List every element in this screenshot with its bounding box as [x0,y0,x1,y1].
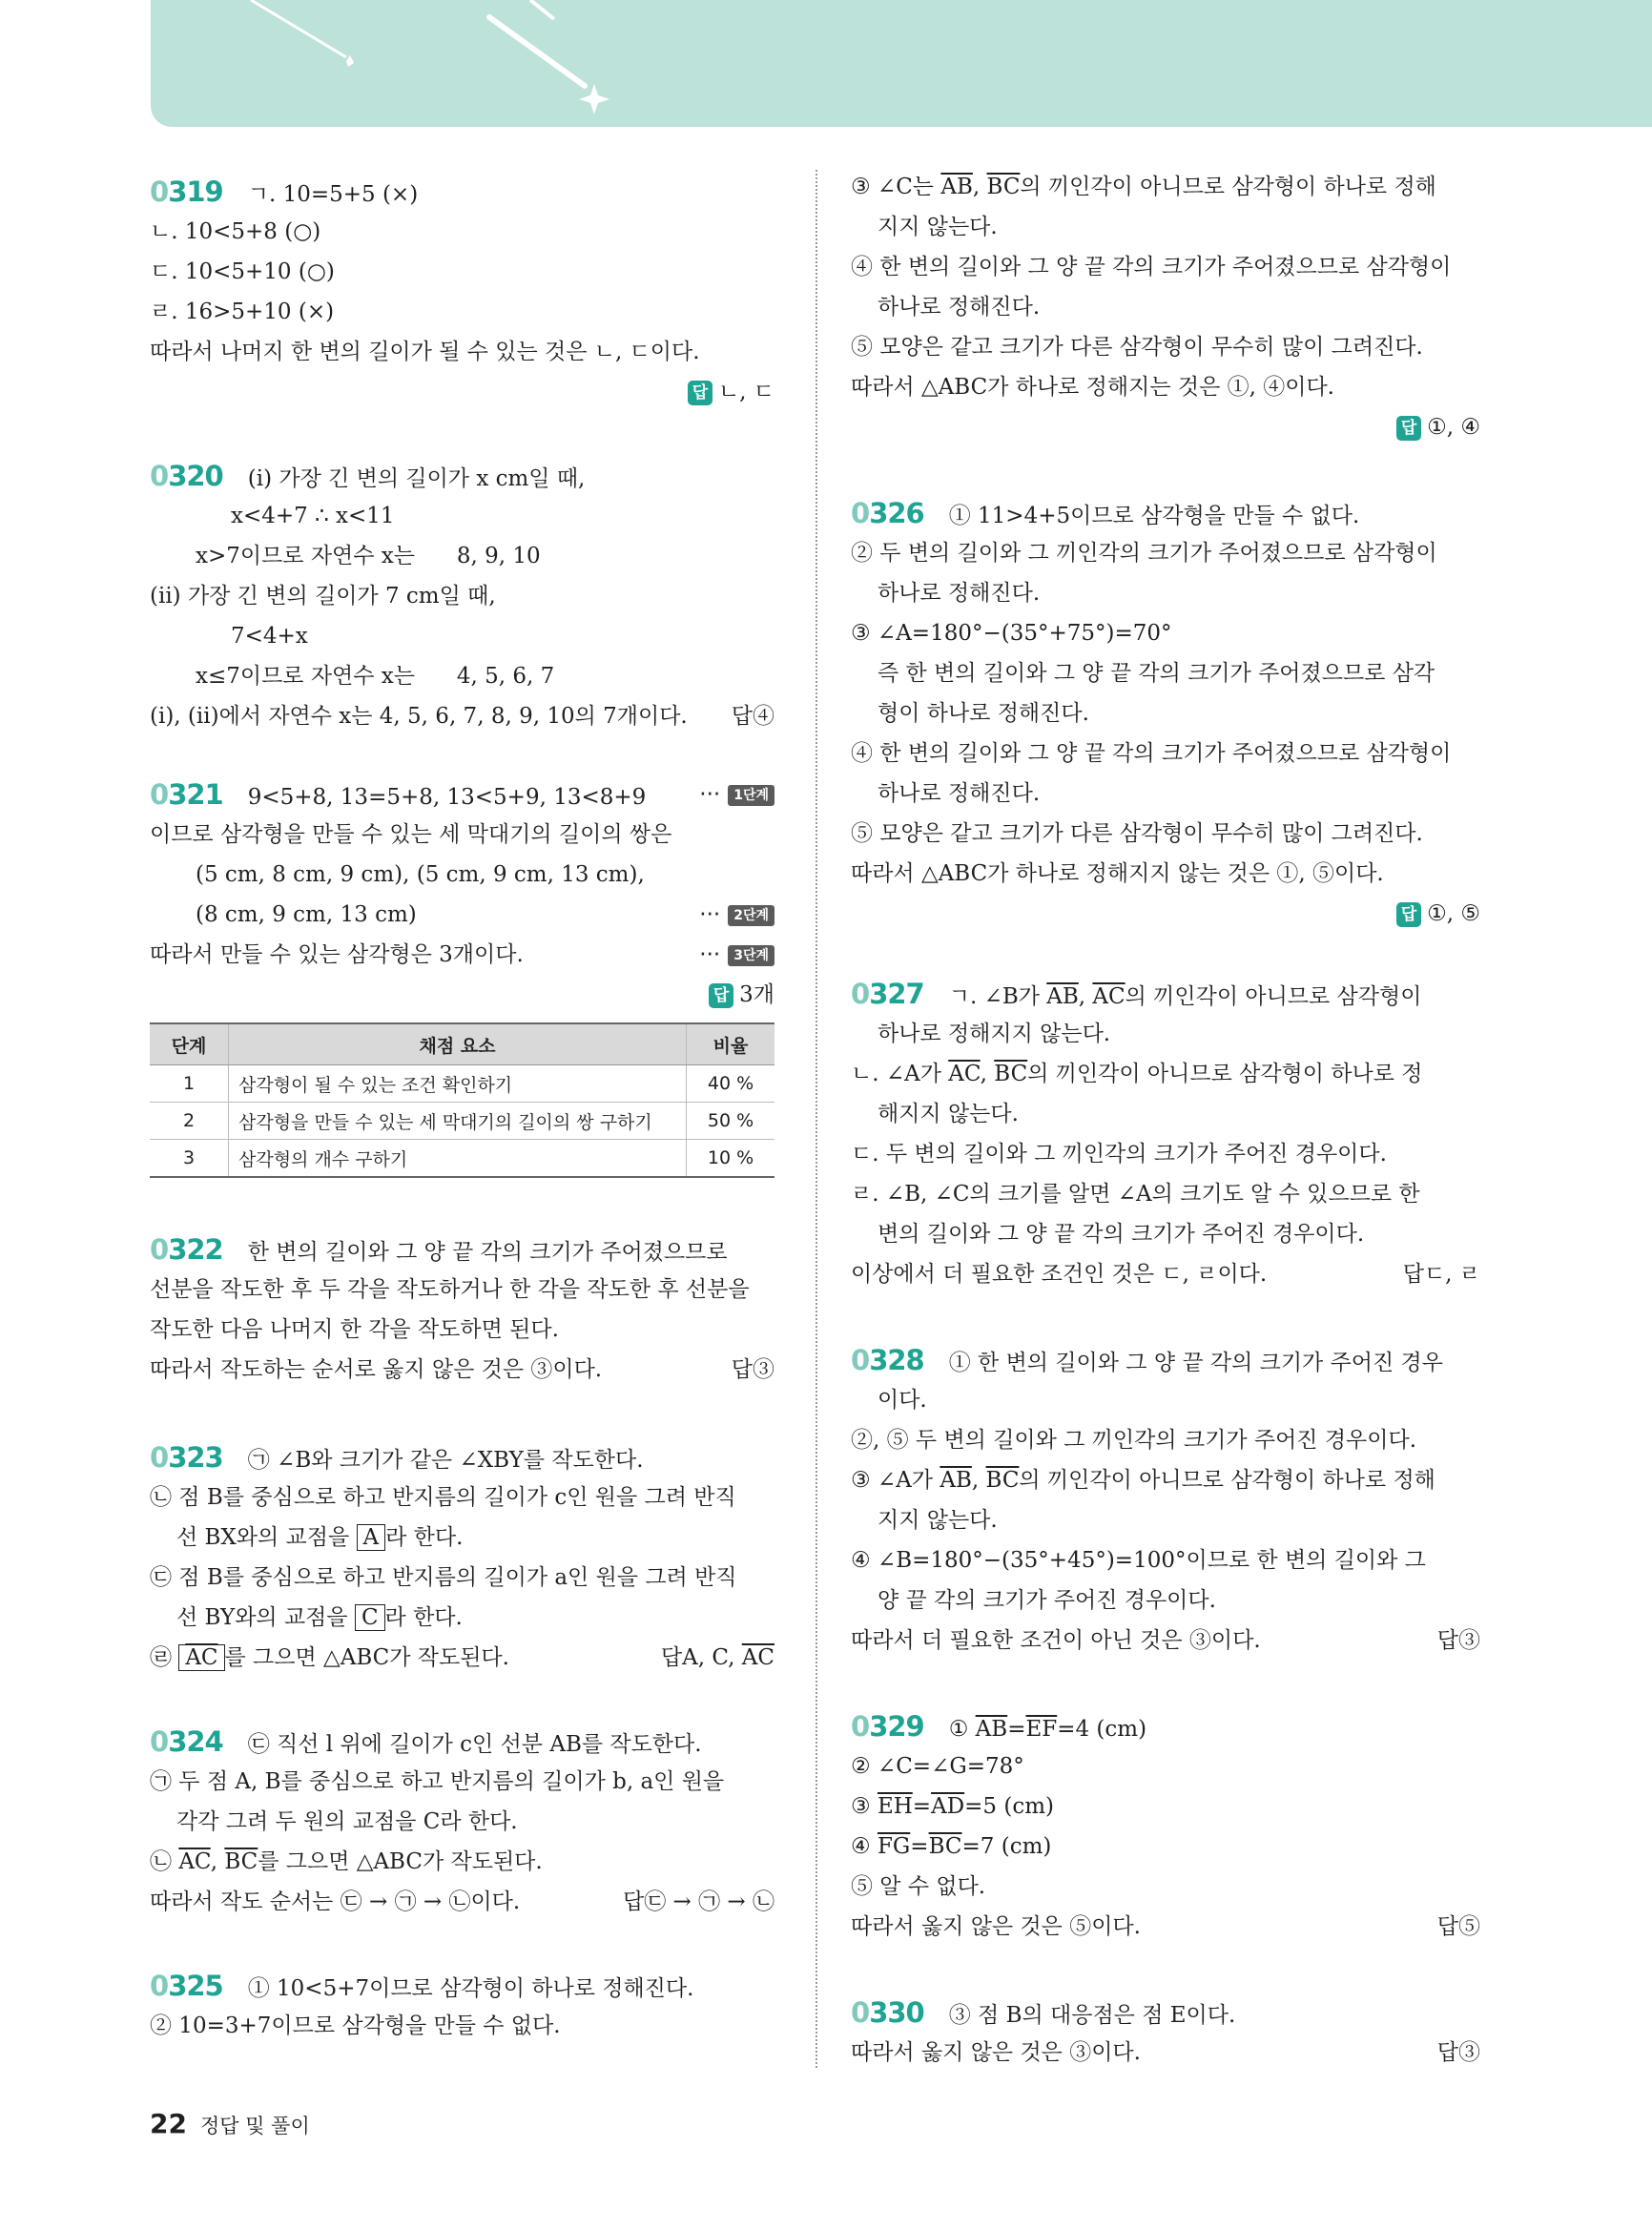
text-line: 즉 한 변의 길이와 그 양 끝 각의 크기가 주어졌으므로 삼각 [878,661,1435,686]
answer: 답③ [1436,2040,1480,2065]
text-line: ㉡ 점 B를 중심으로 하고 반지름의 길이가 c인 원을 그려 반직 [150,1485,736,1510]
text-line: ②, ⑤ 두 변의 길이와 그 끼인각의 크기가 주어진 경우이다. [851,1428,1416,1453]
text-line: 지지 않는다. [878,1508,998,1533]
text-line: 지지 않는다. [878,215,998,239]
text-line: ③ ∠A=180°−(35°+75°)=70° [851,621,1172,646]
problem-number: 0328 [851,1344,924,1376]
text-line: 하나로 정해지지 않는다. [878,1022,1111,1046]
text-line: ㉡ $\overline{AC}$, $\overline{BC}$를 그으면 △ABC가 작도된다. [150,1849,543,1874]
problem-number: 0320 [150,460,223,492]
problem-0322: 0322 한 변의 길이와 그 양 끝 각의 크기가 주어졌으므로 선분을 작도한 후 두 각을 작도하거나 한 각을 작도한 후 선분을 작도한 다음 나머지 한 각을 작도하면 된다. 따라서 작도하는 순서로 옳지 않은 것은 ③이다. 답③ [150,1229,774,1390]
answer: 답㉢ → ㉠ → ㉡ [622,1889,774,1914]
text-line: 하나로 정해진다. [878,581,1041,606]
problem-0319: 0319 ㄱ. 10=5+5 (×) ㄴ. 10<5+8 (○) ㄷ. 10<5+10 (○) ㄹ. 16>5+10 (×) 따라서 나머지 한 변의 길이가 될 수 있는 것은 ㄴ, ㄷ이다. 답 ㄴ, ㄷ [150,172,774,412]
text-line: 따라서 작도 순서는 ㉢ → ㉠ → ㉡이다. 답㉢ → ㉠ → ㉡ [150,1882,774,1922]
text-line: x<4+7 ∴ x<11 [231,504,395,528]
problem-number: 0321 [150,778,223,811]
table-row: 1 삼각형이 될 수 있는 조건 확인하기 40 % [150,1065,774,1103]
text-line: ⑤ 알 수 없다. [851,1874,986,1899]
table-header-row: 단계 채점 요소 비율 [150,1023,774,1065]
left-column [150,167,774,2046]
text-line: 이다. [878,1388,927,1413]
text-line: ㉢ 점 B를 중심으로 하고 반지름의 길이가 a인 원을 그려 반직 [150,1565,737,1590]
text-line: 따라서 △ABC가 하나로 정해지지 않는 것은 ①, ⑤이다. [851,861,1384,886]
page-footer [150,2108,310,2139]
problem-0327: 0327 ㄱ. ∠B가 $\overline{AB}$, $\overline{AC}$의 끼인각이 아니므로 삼각형이 하나로 정해지지 않는다. ㄴ. ∠A가 $\overline{AC}$, $\overline{BC}$의 끼인각이 아니므로 삼각형이 하나로 정 해지지 않는다. ㄷ. 두 변의 길이와 그 끼인각의 크기가 주어진 경우이다. ㄹ. ∠B, ∠C의 크기를 알면 ∠A의 크기도 알 수 있으므로 한 변의 길이와 그 양 끝 각의 크기가 주어진 경우이다. 이상에서 더 필요한 조건인 것은 ㄷ, ㄹ이다. 답ㄷ, ㄹ [851,974,1480,1294]
text-line: 이므로 삼각형을 만들 수 있는 세 막대기의 길이의 쌍은 [150,822,672,847]
text-line: 7<4+x [231,624,308,649]
text-line: 따라서 작도하는 순서로 옳지 않은 것은 ③이다. 답③ [150,1350,774,1390]
problem-0325-continued [851,167,1480,447]
text-line: ③ ∠C는 $\overline{AB}$, $\overline{BC}$의 끼인각이 아니므로 삼각형이 하나로 정해 [851,175,1436,199]
answer: 답⑤ [1436,1914,1480,1939]
problem-0328: 0328 ① 한 변의 길이와 그 양 끝 각의 크기가 주어진 경우 이다. ②, ⑤ 두 변의 길이와 그 끼인각의 크기가 주어진 경우이다. ③ ∠A가 $\overline{AB}$, $\overline{BC}$의 끼인각이 아니므로 삼각형이 하나로 정해 지지 않는다. ④ ∠B=180°−(35°+45°)=100°이므로 한 변의 길이와 그 양 끝 각의 크기가 주어진 경우이다. 따라서 더 필요한 조건이 아닌 것은 ③이다. 답③ [851,1340,1480,1661]
text-line: 따라서 나머지 한 변의 길이가 될 수 있는 것은 ㄴ, ㄷ이다. [150,340,700,364]
page-number: 22 [150,2108,187,2139]
problem-0330: 0330 ③ 점 B의 대응점은 점 E이다. 따라서 옳지 않은 것은 ③이다. 답③ [851,1993,1480,2073]
text-line: ㄴ. 10<5+8 (○) [150,219,321,244]
step-3-label: 3단계 [728,945,774,966]
text-line: (ⅰ), (ⅱ)에서 자연수 x는 4, 5, 6, 7, 8, 9, 10의 7개이다. 답④ [150,696,774,736]
text-line: 따라서 옳지 않은 것은 ⑤이다. 답⑤ [851,1907,1480,1947]
text-line: 따라서 △ABC가 하나로 정해지는 것은 ①, ④이다. [851,375,1334,400]
text-line: 선 BY와의 교점을 C 라 한다. [176,1605,463,1630]
step-2-label: 2단계 [728,905,774,926]
problem-0325: 0325 ① 10<5+7이므로 삼각형이 하나로 정해진다. ② 10=3+7이므로 삼각형을 만들 수 없다. [150,1966,774,2046]
text-line: ③ ∠A가 $\overline{AB}$, $\overline{BC}$의 끼인각이 아니므로 삼각형이 하나로 정해 [851,1468,1435,1493]
text-line: ㉠ 두 점 A, B를 중심으로 하고 반지름의 길이가 b, a인 원을 [150,1769,725,1794]
text-line: ④ $\overline{FG}=\overline{BC}=7$ (cm) [851,1834,1052,1859]
answer-box: C [355,1604,385,1631]
text-line: 해지지 않는다. [878,1102,1019,1126]
text-line: ㄷ. 10<5+10 (○) [150,259,335,284]
answer: 답 ①, ④ [851,407,1480,447]
text-line: ㉣ $\overline{AC}$ 를 그으면 △ABC가 작도된다. 답A, C, $\overline{AC}$ [150,1638,774,1678]
text-line: ② 10=3+7이므로 삼각형을 만들 수 없다. [150,2013,561,2038]
answer: 답ㄷ, ㄹ [1402,1262,1480,1287]
problem-0323: 0323 ㉠ ∠B와 크기가 같은 ∠XBY를 작도한다. ㉡ 점 B를 중심으로 하고 반지름의 길이가 c인 원을 그려 반직 선 BX와의 교점을 A 라 한다. ㉢ 점 B를 중심으로 하고 반지름의 길이가 a인 원을 그려 반직 선 BY와의 교점을 C 라 한다. ㉣ $\overline{AC}$ 를 그으면 △ABC가 작도된다. 답A, C, $\overline{AC}$ [150,1437,774,1678]
problem-0320: 0320 (ⅰ) 가장 긴 변의 길이가 x cm일 때, x<4+7 ∴ x<11 x>7이므로 자연수 x는 8, 9, 10 (ⅱ) 가장 긴 변의 길이가 7 cm일 때, 7<4+x x≤7이므로 자연수 x는 4, 5, 6, 7 (ⅰ), (ⅱ)에서 자연수 x는 4, 5, 6, 7, 8, 9, 10의 7개이다. 답④ [150,456,774,736]
table-row: 2 삼각형을 만들 수 있는 세 막대기의 길이의 쌍 구하기 50 % [150,1103,774,1140]
text-line: 각각 그려 두 원의 교점을 C라 한다. [176,1809,518,1834]
text-line: ㄹ. 16>5+10 (×) [150,299,335,324]
answer: 답③ [731,1357,774,1382]
problem-number: 0330 [851,1996,924,2029]
answer: 답 ㄴ, ㄷ [150,372,774,412]
text-line: ④ 한 변의 길이와 그 양 끝 각의 크기가 주어졌으므로 삼각형이 [851,741,1452,766]
text-line: ④ ∠B=180°−(35°+45°)=100°이므로 한 변의 길이와 그 [851,1548,1426,1573]
scoring-table [150,1022,774,1178]
problem-0326: 0326 ① 11>4+5이므로 삼각형을 만들 수 없다. ② 두 변의 길이와 그 끼인각의 크기가 주어졌으므로 삼각형이 하나로 정해진다. ③ ∠A=180°−(35°+75°)=70° 즉 한 변의 길이와 그 양 끝 각의 크기가 주어졌으므로 삼각 형이 하나로 정해진다. ④ 한 변의 길이와 그 양 끝 각의 크기가 주어졌으므로 삼각형이 하나로 정해진다. ⑤ 모양은 같고 크기가 다른 삼각형이 무수히 많이 그려진다. 따라서 △ABC가 하나로 정해지지 않는 것은 ①, ⑤이다. 답 ①, ⑤ [851,493,1480,934]
step-1-label: 1단계 [728,785,774,806]
answer: 답 3개 [150,975,774,1015]
text-line: 작도한 다음 나머지 한 각을 작도하면 된다. [150,1317,559,1342]
column-divider [816,170,817,2068]
text-line: (8 cm, 9 cm, 13 cm) ··· 2단계 [150,895,774,935]
text-line: (ⅱ) 가장 긴 변의 길이가 7 cm일 때, [150,584,496,609]
text-line: 따라서 더 필요한 조건이 아닌 것은 ③이다. 답③ [851,1621,1480,1661]
text-line: 이상에서 더 필요한 조건인 것은 ㄷ, ㄹ이다. 답ㄷ, ㄹ [851,1254,1480,1294]
problem-0329: 0329 ① $\overline{AB}=\overline{EF}=4$ (cm) ② ∠C=∠G=78° ③ $\overline{EH}=\overline{AD}=5$ (cm) ④ $\overline{FG}=\overline{BC}=7$ (cm) ⑤ 알 수 없다. 따라서 옳지 않은 것은 ⑤이다. 답⑤ [851,1706,1480,1947]
text-line: ⑤ 모양은 같고 크기가 다른 삼각형이 무수히 많이 그려진다. [851,335,1423,360]
text-line: ⑤ 모양은 같고 크기가 다른 삼각형이 무수히 많이 그려진다. [851,821,1423,846]
text-line: ③ $\overline{EH}=\overline{AD}=5$ (cm) [851,1794,1054,1819]
answer-box: $\overline{AC}$ [178,1644,224,1671]
text-line: 변의 길이와 그 양 끝 각의 크기가 주어진 경우이다. [878,1222,1365,1247]
text-line: ㄷ. 두 변의 길이와 그 끼인각의 크기가 주어진 경우이다. [851,1142,1387,1167]
text-line: (5 cm, 8 cm, 9 cm), (5 cm, 9 cm, 13 cm), [196,862,645,887]
text-line: ④ 한 변의 길이와 그 양 끝 각의 크기가 주어졌으므로 삼각형이 [851,255,1452,279]
text-line: ② ∠C=∠G=78° [851,1754,1024,1779]
text-line: ㄹ. ∠B, ∠C의 크기를 알면 ∠A의 크기도 알 수 있으므로 한 [851,1182,1420,1207]
problem-number: 0325 [150,1970,223,2002]
text-line: ② 두 변의 길이와 그 끼인각의 크기가 주어졌으므로 삼각형이 [851,541,1437,566]
problem-number: 0324 [150,1725,223,1758]
text-line: ㄴ. ∠A가 $\overline{AC}$, $\overline{BC}$의 끼인각이 아니므로 삼각형이 하나로 정 [851,1062,1423,1086]
text-line: 하나로 정해진다. [878,781,1041,806]
table-row: 3 삼각형의 개수 구하기 10 % [150,1140,774,1178]
problem-number: 0319 [150,176,223,208]
answer-badge: 답 [688,381,712,405]
problem-number: 0326 [851,497,924,529]
right-column [851,167,1480,2073]
section-title: 정답 및 풀이 [199,2115,310,2137]
text-line: 형이 하나로 정해진다. [878,701,1089,726]
problem-number: 0322 [150,1233,223,1266]
answer: 답③ [1436,1628,1480,1653]
text-line: 선분을 작도한 후 두 각을 작도하거나 한 각을 작도한 후 선분을 [150,1277,750,1302]
header-banner [151,0,1652,127]
sparkle-decoration-icon [151,0,1652,127]
answer: 답A, C, $\overline{AC}$ [660,1645,774,1670]
problem-number: 0323 [150,1441,223,1474]
answer: 답 ①, ⑤ [851,894,1480,934]
problem-number: 0329 [851,1710,924,1743]
text-line: x≤7이므로 자연수 x는 4, 5, 6, 7 [196,664,555,689]
problem-0324: 0324 ㉢ 직선 l 위에 길이가 c인 선분 AB를 작도한다. ㉠ 두 점 A, B를 중심으로 하고 반지름의 길이가 b, a인 원을 각각 그려 두 원의 교점을 C라 한다. ㉡ $\overline{AC}$, $\overline{BC}$를 그으면 △ABC가 작도된다. 따라서 작도 순서는 ㉢ → ㉠ → ㉡이다. 답㉢ → ㉠ → ㉡ [150,1722,774,1922]
problem-0321: 0321 9<5+8, 13=5+8, 13<5+9, 13<8+9 ··· 1단계 이므로 삼각형을 만들 수 있는 세 막대기의 길이의 쌍은 (5 cm, 8 cm, 9 cm), (5 cm, 9 cm, 13 cm), (8 cm, 9 cm, 13 cm) ··· 2단계 따라서 만들 수 있는 삼각형은 3개이다. ··· 3단계 답 3개 단계 채점 요소 비율 1 삼각형이 될 수 있는 조건 확인하기 40 % 2 삼각형을 만들 수 있는 세 막대기의 길이의 쌍 구하기 50 % 3 삼각형의 개수 구하기 10 % [150,774,774,1178]
text-line: 선 BX와의 교점을 A 라 한다. [176,1525,464,1550]
text-line: 하나로 정해진다. [878,295,1041,320]
problem-number: 0327 [851,978,924,1010]
text-line: x>7이므로 자연수 x는 8, 9, 10 [196,544,541,568]
text-line: 양 끝 각의 크기가 주어진 경우이다. [878,1588,1216,1613]
text-line: 따라서 만들 수 있는 삼각형은 3개이다. ··· 3단계 [150,935,774,975]
answer: 답④ [731,704,774,729]
answer-box: A [357,1524,386,1551]
text-line: 따라서 옳지 않은 것은 ③이다. 답③ [851,2033,1480,2073]
